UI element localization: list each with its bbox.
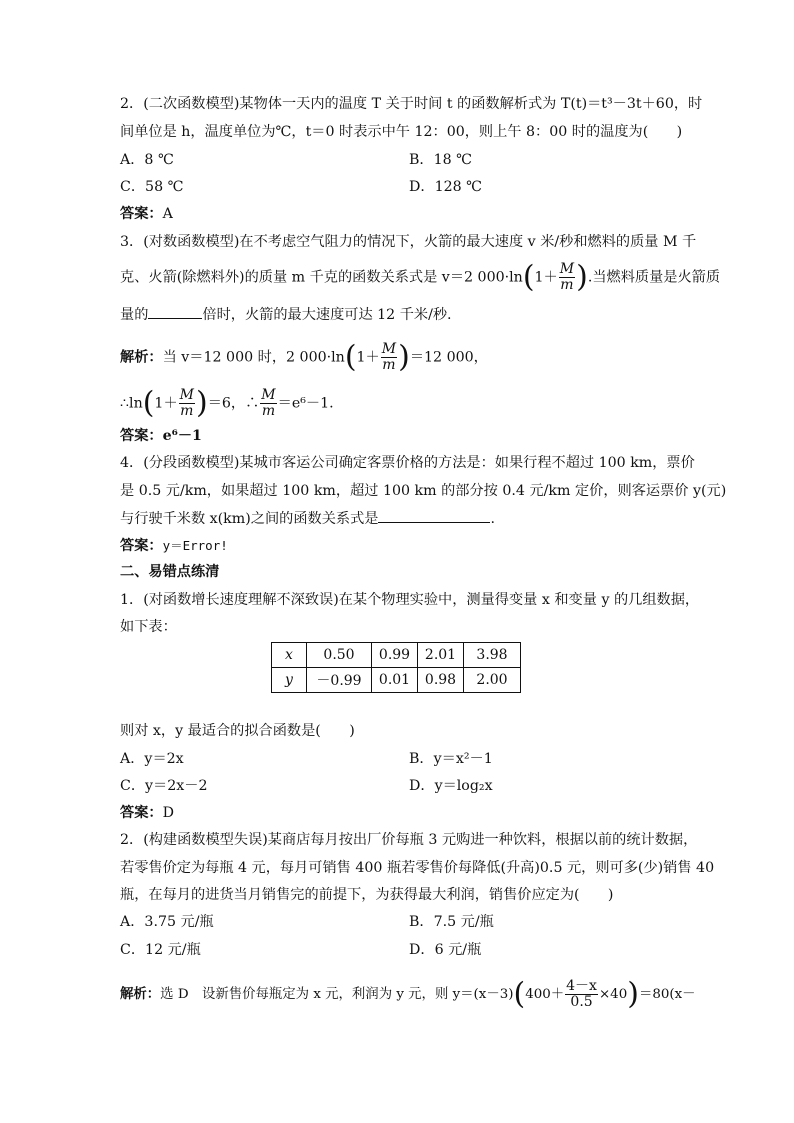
answer-blank bbox=[148, 304, 202, 319]
q2-option-c: C．58 ℃ bbox=[120, 179, 184, 195]
e1-line-1: 1．(对函数增长速度理解不深致误)在某个物理实验中，测量得变量 x 和变量 y 的几组数据， bbox=[120, 592, 700, 608]
table-cell: 2.01 bbox=[418, 643, 464, 668]
answer-blank bbox=[378, 508, 490, 523]
q3-line-2-suffix: .当燃料质量是火箭质 bbox=[587, 269, 721, 286]
table-cell: 2.00 bbox=[464, 668, 521, 693]
formula-one-plus: 1＋ bbox=[534, 269, 558, 286]
table-row bbox=[272, 643, 521, 668]
table-cell: 3.98 bbox=[464, 643, 521, 668]
fraction-M-over-m: $\frac{M}{m}$ bbox=[179, 387, 194, 419]
e1-option-c: C．y＝2x－2 bbox=[120, 778, 208, 794]
e2-option-d: D．6 元/瓶 bbox=[409, 942, 482, 958]
e1-answer bbox=[120, 803, 174, 823]
table-cell: －0.99 bbox=[307, 668, 372, 693]
table-row bbox=[272, 668, 521, 693]
q3-answer bbox=[120, 426, 202, 446]
e1-question: 则对 x，y 最适合的拟合函数是( ) bbox=[120, 723, 355, 739]
q3-line-1: 3．(对数函数模型)在不考虑空气阻力的情况下，火箭的最大速度 v 米/秒和燃料的质量 M 千 bbox=[120, 234, 697, 250]
section-heading: 二、易错点练清 bbox=[120, 564, 220, 580]
data-table bbox=[271, 642, 521, 693]
fraction-M-over-m: $\frac{M}{m}$ bbox=[559, 261, 575, 293]
e1-line-2: 如下表： bbox=[120, 619, 177, 635]
fraction-M-over-m: $\frac{M}{m}$ bbox=[381, 341, 397, 373]
q3-solution-line-2: ∴ln(1＋ $\frac{M}{m}$ )＝6，∴ $\frac{M}{m}$ ＝e⁶－1. bbox=[120, 385, 334, 421]
answer-value: D bbox=[162, 805, 174, 821]
q2-option-d: D．128 ℃ bbox=[409, 179, 483, 195]
e1-option-b: B．y＝x²－1 bbox=[409, 751, 493, 767]
answer-value: y＝Error! bbox=[162, 538, 228, 553]
e2-line-1: 2．(构建函数模型失误)某商店每月按出厂价每瓶 3 元购进一种饮料，根据以前的统计数据， bbox=[120, 832, 698, 848]
q2-option-a: A．8 ℃ bbox=[120, 152, 174, 168]
table-cell: 0.98 bbox=[418, 668, 464, 693]
q3-line-3: 量的 倍时，火箭的最大速度可达 12 千米/秒. bbox=[120, 304, 452, 325]
answer-value: A bbox=[162, 206, 173, 222]
q2-option-b: B．18 ℃ bbox=[409, 152, 473, 168]
table-cell: 0.50 bbox=[307, 643, 372, 668]
q2-answer bbox=[120, 204, 173, 224]
e2-option-b: B．7.5 元/瓶 bbox=[409, 914, 494, 930]
q3-solution-line-1: 解析：当 v＝12 000 时，2 000·ln(1＋ $\frac{M}{m}$ )＝12 000， bbox=[120, 339, 488, 375]
solution-label: 解析： bbox=[120, 986, 161, 1002]
q3-formula-prefix: 克、火箭(除燃料外)的质量 m 千克的函数关系式是 v＝2 000·ln bbox=[120, 269, 523, 286]
answer-label: 答案： bbox=[120, 206, 163, 222]
fraction-4-minus-x-over-0.5: $\frac{4-x}{0.5}$ bbox=[566, 978, 597, 1010]
q2-line-1: 2．(二次函数模型)某物体一天内的温度 T 关于时间 t 的函数解析式为 T(t)＝t³－3t＋60，时 bbox=[120, 96, 703, 112]
q3-line-2: 克、火箭(除燃料外)的质量 m 千克的函数关系式是 v＝2 000·ln(1＋ $\frac{M}{m}$ ).当燃料质量是火箭质 bbox=[120, 259, 721, 295]
q4-line-2: 是 0.5 元/km，如果超过 100 km，超过 100 km 的部分按 0.4 元/km 定价，则客运票价 y(元) bbox=[120, 483, 727, 499]
solution-label: 解析： bbox=[120, 349, 163, 366]
q4-answer bbox=[120, 536, 228, 556]
table-cell: 0.99 bbox=[372, 643, 418, 668]
e2-option-a: A．3.75 元/瓶 bbox=[120, 914, 214, 930]
q2-line-2: 间单位是 h，温度单位为℃，t＝0 时表示中午 12：00，则上午 8：00 时的温度为( ) bbox=[120, 124, 683, 140]
table-cell: y bbox=[272, 668, 307, 693]
q4-line-1: 4．(分段函数模型)某城市客运公司确定客票价格的方法是：如果行程不超过 100 km，票价 bbox=[120, 455, 695, 471]
answer-label: 答案： bbox=[120, 805, 163, 821]
e2-option-c: C．12 元/瓶 bbox=[120, 942, 201, 958]
table-cell: x bbox=[272, 643, 307, 668]
table-cell: 0.01 bbox=[372, 668, 418, 693]
q4-line-3: 与行驶千米数 x(km)之间的函数关系式是 . bbox=[120, 508, 495, 529]
e2-line-2: 若零售价定为每瓶 4 元，每月可销售 400 瓶若零售价每降低(升高)0.5 元，则可多(少)销售 40 bbox=[120, 860, 715, 876]
e1-option-a: A．y＝2x bbox=[120, 751, 184, 767]
fraction-M-over-m: $\frac{M}{m}$ bbox=[261, 387, 276, 419]
e1-option-d: D．y＝log₂x bbox=[409, 778, 493, 794]
e2-solution: 解析：选 D 设新售价每瓶定为 x 元，利润为 y 元，则 y＝(x－3)(400＋ $\frac{4-x}{0.5}$ ×40)＝80(x－ bbox=[120, 976, 696, 1012]
e2-line-3: 瓶，在每月的进货当月销售完的前提下，为获得最大利润，销售价应定为( ) bbox=[120, 887, 614, 903]
answer-value: e⁶－1 bbox=[162, 428, 202, 444]
answer-label: 答案： bbox=[120, 428, 163, 444]
answer-label: 答案： bbox=[120, 538, 163, 554]
